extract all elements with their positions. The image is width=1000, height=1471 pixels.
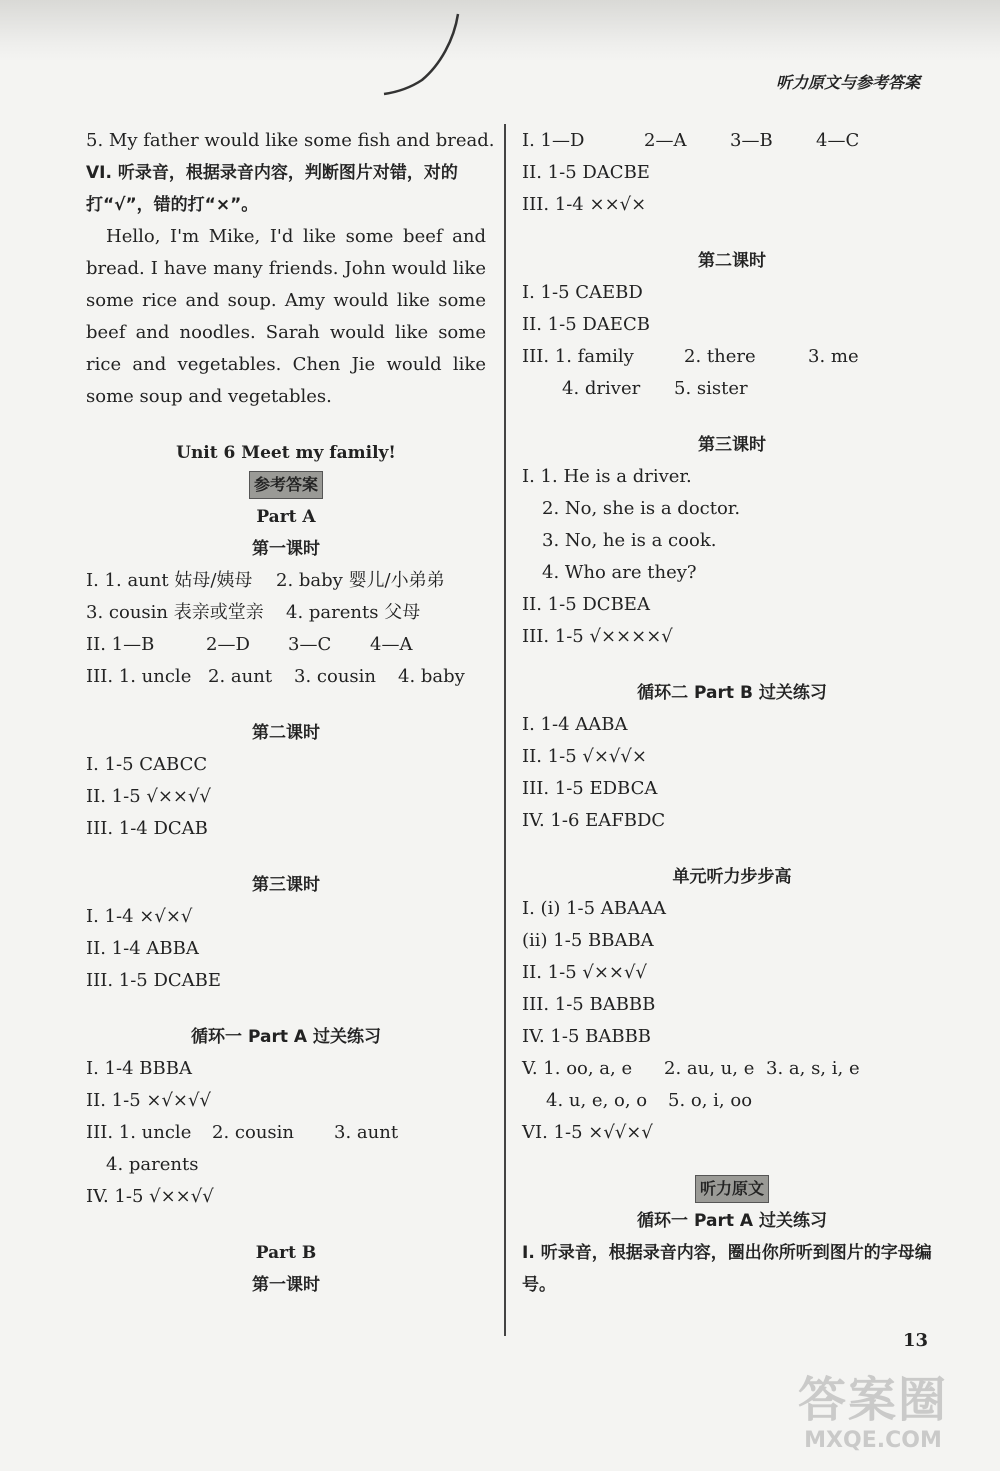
answer-row	[86, 565, 486, 597]
answer-line: III. 1-5 BABBB	[522, 994, 656, 1015]
lesson-heading: 第二课时	[252, 723, 320, 743]
listening-paragraph: Hello, I'm Mike, I'd like some beef and bread. I have many friends. John would like some rice and soup. Amy would like some beef and noodles. Sarah would like some rice and vegetables. Chen Jie would like some soup and vegetables.	[86, 226, 486, 407]
answer-line: II. 1-4 ABBA	[86, 938, 199, 959]
answer-item: III. 1. family	[522, 346, 634, 367]
answer-line: II. 1-5 ×√×√√	[86, 1090, 211, 1111]
answer-line: 4. parents	[106, 1154, 199, 1175]
left-column	[86, 125, 495, 1301]
answer-item: 2. baby 婴儿/小弟弟	[276, 570, 445, 591]
section-instruction: VI. 听录音，根据录音内容，判断图片对错，对的打“√”，错的打“×”。	[86, 163, 458, 215]
answer-item: 5. sister	[674, 378, 748, 399]
part-b-heading: Part B	[255, 1243, 317, 1263]
answer-line: IV. 1-5 BABBB	[522, 1026, 652, 1047]
answer-line: II. 1-5 √××√√	[86, 786, 211, 807]
cycle-heading: 循环二 Part B 过关练习	[637, 683, 827, 703]
watermark-text: 答案圈	[798, 1372, 949, 1428]
scan-shadow	[0, 0, 1000, 62]
lesson-heading: 第三课时	[698, 435, 766, 455]
answer-row	[522, 341, 942, 373]
column-divider	[504, 124, 506, 1336]
answer-line: 2. No, she is a doctor.	[542, 498, 741, 519]
answers-tag: 参考答案	[249, 471, 323, 499]
answer-item: 2. there	[684, 346, 756, 367]
answer-row	[522, 373, 942, 405]
answer-line: I. 1-4 BBBA	[86, 1058, 192, 1079]
answer-line: I. (i) 1-5 ABAAA	[522, 898, 667, 919]
cycle-heading: 循环一 Part A 过关练习	[191, 1027, 381, 1047]
answer-row	[86, 661, 486, 693]
answer-line: II. 1-5 DAECB	[522, 314, 650, 335]
answer-row	[522, 1085, 942, 1117]
answer-line: III. 1-5 DCABE	[86, 970, 222, 991]
watermark-url: MXQE.COM	[804, 1428, 942, 1453]
answer-item: 3. cousin 表亲或堂亲	[86, 602, 264, 623]
answer-item: V. 1. oo, a, e	[522, 1058, 633, 1079]
answer-line: IV. 1-5 √××√√	[86, 1186, 214, 1207]
answer-item: I. 1—D	[522, 130, 585, 151]
answer-item: 5. o, i, oo	[668, 1090, 753, 1111]
answer-item: III. 1. uncle	[86, 666, 192, 687]
answer-item: 3. me	[808, 346, 859, 367]
answer-row	[86, 1117, 486, 1149]
answer-line: II. 1-5 DACBE	[522, 162, 650, 183]
answer-item: 3. cousin	[294, 666, 376, 687]
answer-item: 3—C	[288, 634, 332, 655]
answer-line: 4. Who are they?	[542, 562, 697, 583]
watermark-logo	[798, 1372, 948, 1454]
page-number: 13	[903, 1330, 929, 1351]
answer-row	[86, 629, 486, 661]
answer-item: II. 1—B	[86, 634, 155, 655]
answer-line: I. 1. He is a driver.	[522, 466, 692, 487]
answer-item: 4. parents 父母	[286, 602, 421, 623]
answer-item: I. 1. aunt 姑母/姨母	[86, 570, 253, 591]
answer-line: III. 1-5 √××××√	[522, 626, 673, 647]
answer-item: III. 1. uncle	[86, 1122, 192, 1143]
answer-row	[522, 1053, 942, 1085]
answer-line: III. 1-4 DCAB	[86, 818, 208, 839]
answer-item: 2—A	[644, 130, 687, 151]
answer-line: I. 1-5 CABCC	[86, 754, 208, 775]
answer-line: 5. My father would like some fish and bread.	[86, 130, 495, 151]
answer-line: IV. 1-6 EAFBDC	[522, 810, 666, 831]
answer-item: 2. au, u, e	[664, 1058, 755, 1079]
answer-line: III. 1-5 EDBCA	[522, 778, 658, 799]
answer-item: 4—A	[370, 634, 413, 655]
answer-item: 3—B	[730, 130, 773, 151]
unit-listening-heading: 单元听力步步高	[672, 867, 792, 887]
answer-row	[522, 125, 942, 157]
answer-item: 4. driver	[562, 378, 641, 399]
answer-item: 2. aunt	[208, 666, 273, 687]
answer-item: 2. cousin	[212, 1122, 294, 1143]
answer-item: 4. baby	[398, 666, 465, 687]
answer-line: I. 1-5 CAEBD	[522, 282, 643, 303]
lesson-heading: 第三课时	[252, 875, 320, 895]
answer-item: 4—C	[816, 130, 860, 151]
answer-line: II. 1-5 DCBEA	[522, 594, 650, 615]
section-instruction: I. 听录音，根据录音内容，圈出你所听到图片的字母编号。	[522, 1243, 932, 1295]
answer-item: 4. u, e, o, o	[546, 1090, 648, 1111]
answer-line: 3. No, he is a cook.	[542, 530, 717, 551]
pen-stroke-mark	[370, 10, 470, 100]
answer-item: 3. aunt	[334, 1122, 399, 1143]
answer-line: (ii) 1-5 BBABA	[522, 930, 654, 951]
answer-item: 3. a, s, i, e	[766, 1058, 860, 1079]
lesson-heading: 第一课时	[252, 539, 320, 559]
right-column	[522, 125, 942, 1301]
answer-line: VI. 1-5 ×√√×√	[522, 1122, 653, 1143]
page-header: 听力原文与参考答案	[775, 73, 920, 92]
lesson-heading: 第二课时	[698, 251, 766, 271]
answer-line: II. 1-5 √××√√	[522, 962, 647, 983]
listening-text-tag: 听力原文	[695, 1175, 769, 1203]
answer-line: II. 1-5 √×√√×	[522, 746, 647, 767]
lesson-heading: 第一课时	[252, 1275, 320, 1295]
part-a-heading: Part A	[256, 507, 316, 527]
answer-line: I. 1-4 ×√×√	[86, 906, 193, 927]
answer-row	[86, 597, 486, 629]
answer-item: 2—D	[206, 634, 250, 655]
unit-title: Unit 6 Meet my family!	[176, 443, 396, 463]
answer-line: I. 1-4 AABA	[522, 714, 628, 735]
cycle-heading: 循环一 Part A 过关练习	[637, 1211, 827, 1231]
answer-line: III. 1-4 ××√×	[522, 194, 647, 215]
